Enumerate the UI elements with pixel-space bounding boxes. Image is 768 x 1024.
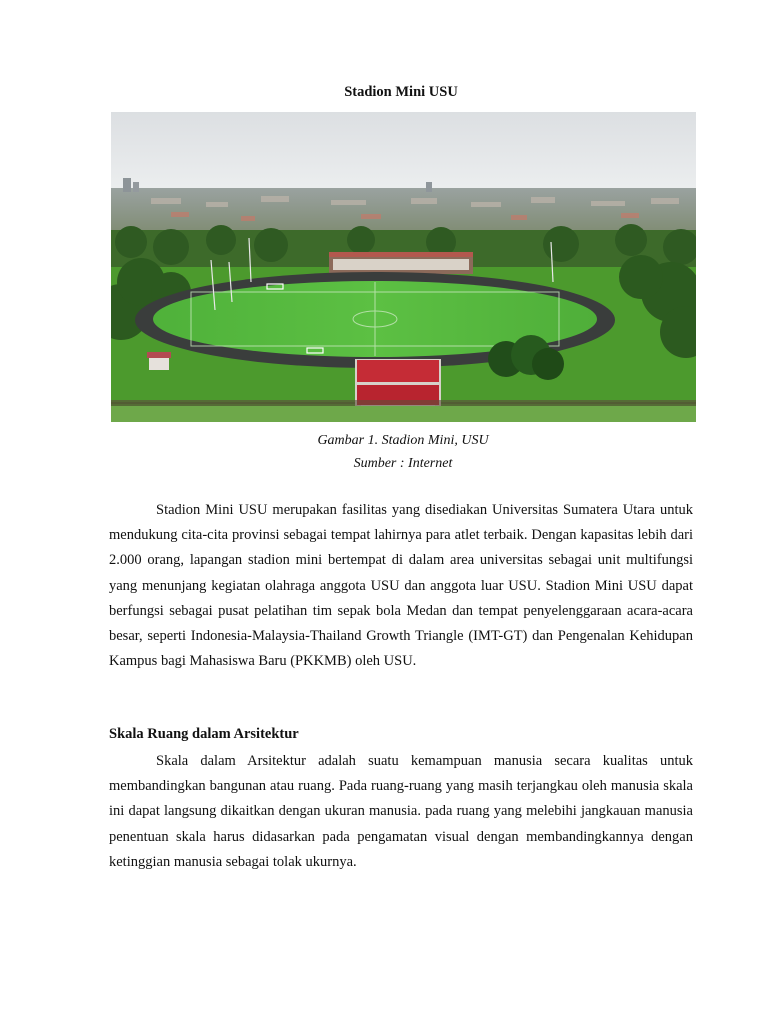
page-title: Stadion Mini USU	[344, 84, 458, 100]
body-paragraph: Stadion Mini USU merupakan fasilitas yang disediakan Universitas Sumatera Utara untuk mendukung cita-cita provinsi sebagai tempat lahirnya para atlet terbaik. Dengan kapasitas lebih dari 2.000 orang, lapangan stadion mini bertempat di dalam area universitas sebagai unit multifungsi yang menunjang kegiatan olahraga anggota USU dan anggota luar USU. Stadion Mini USU dapat berfungsi sebagai pusat pelatihan tim sepak bola Medan dan tempat penyelenggaraan acara-acara besar, seperti Indonesia-Malaysia-Thailand Growth Triangle (IMT-GT) dan Pengenalan Kehidupan Kampus bagi Mahasiswa Baru (PKKMB) oleh USU.	[109, 502, 693, 670]
figure-caption: Gambar 1. Stadion Mini, USU	[317, 433, 489, 448]
stadium-photo	[111, 112, 696, 422]
section-paragraph: Skala dalam Arsitektur adalah suatu kemampuan manusia secara kualitas untuk membandingkan bangunan atau ruang. Pada ruang-ruang yang masih terjangkau oleh manusia skala ini dapat langsung dikaitkan dengan ukuran manusia. pada ruang yang melebihi jangkauan manusia penentuan skala harus didasarkan pada pengamatan visual dengan membandingkannya dengan ketinggian manusia sebagai tolak ukurnya.	[109, 753, 693, 870]
section-heading: Skala Ruang dalam Arsitektur	[109, 726, 299, 742]
sky	[111, 112, 696, 192]
figure-source: Sumber : Internet	[353, 456, 453, 471]
